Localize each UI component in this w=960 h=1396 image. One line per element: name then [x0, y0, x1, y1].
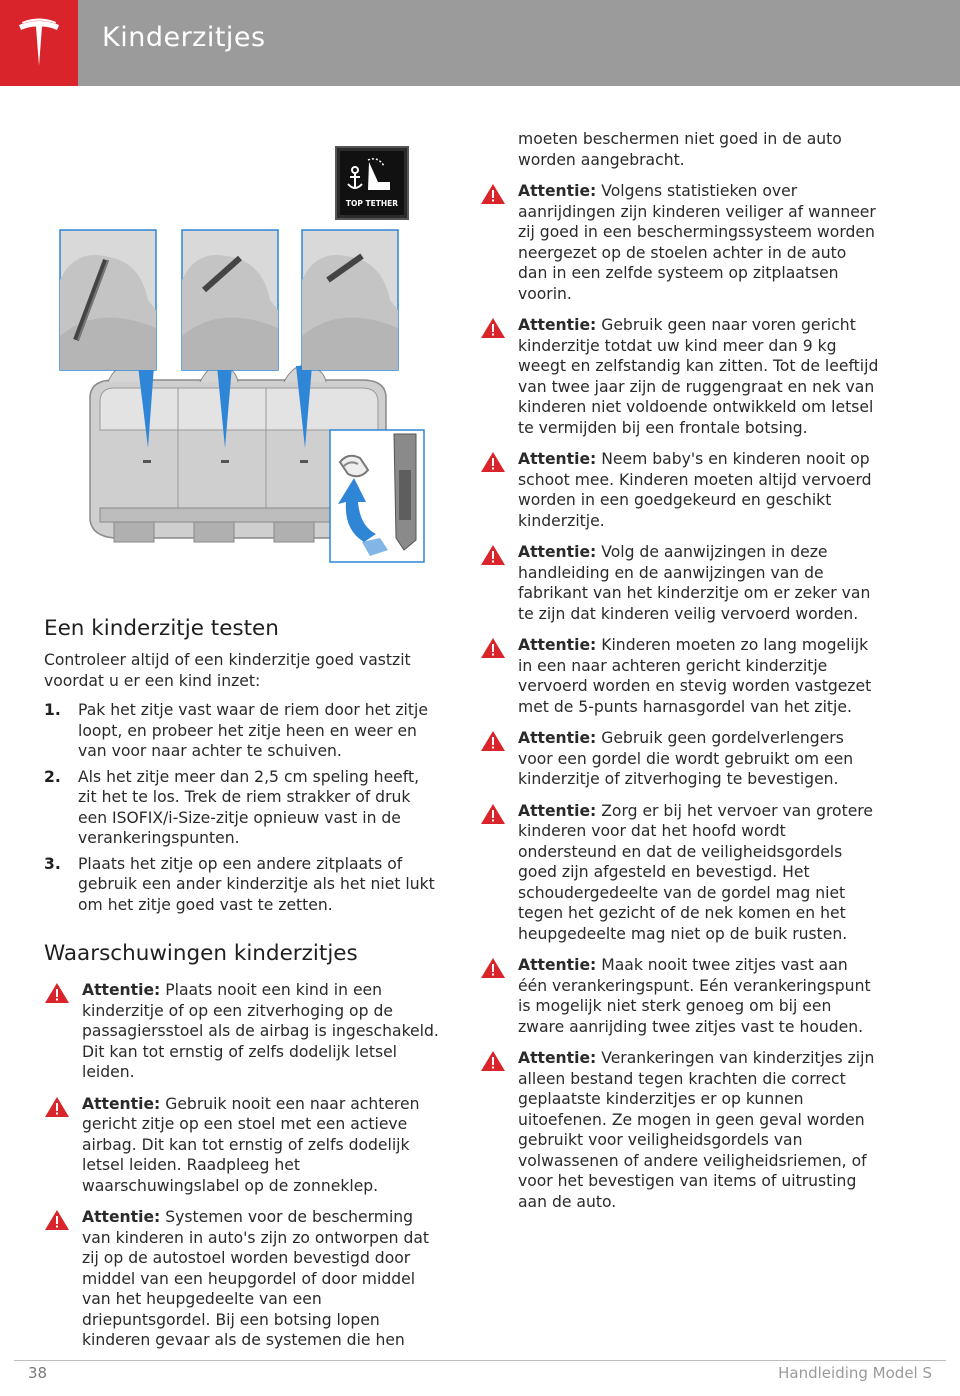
warning-text: Zorg er bij het vervoer van grotere kinderen voor dat het hoofd wordt ondersteund en dat de veiligheidsgordels goed zijn afgesteld en bevestigd. Het schoudergedeelte van de gordel mag niet tegen het gezicht of de nek komen en het heupgedeelte mag niet op de buik rusten. [518, 801, 873, 943]
warning-triangle-icon [44, 980, 82, 1083]
warning-text: Plaats nooit een kind in een kinderzitje of op een zitverhoging op de passagiersstoel als de airbag is ingeschakeld. Dit kan tot ernstig of zelfs dodelijk letsel leiden. [82, 981, 439, 1081]
step-text: Pak het zitje vast waar de riem door het zitje loopt, en probeer het zitje heen en weer en van voor naar achter te schuiven. [78, 701, 428, 760]
warning-text: Systemen voor de bescherming van kinderen in auto's zijn zo ontworpen dat zij op de autostoel worden bevestigd door middel van een heupgordel of door middel van het heupgedeelte van een driepuntsgordel. Bij een botsing lopen kinderen gevaar als de systemen die hen [82, 1208, 430, 1349]
warning-continuation: moeten beschermen niet goed in de auto worden aangebracht. [518, 130, 842, 169]
badge-label: TOP TETHER [345, 199, 399, 208]
page-number: 38 [28, 1364, 48, 1382]
warning-triangle-icon [480, 315, 518, 438]
tesla-logo-icon [16, 18, 62, 68]
step-text: Plaats het zitje op een andere zitplaats of gebruik een ander kinderzitje als het niet lukt om het zitje goed vast te zetten. [78, 854, 435, 914]
warning-triangle-icon [480, 635, 518, 717]
warning-item [44, 1094, 439, 1197]
warning-item [480, 449, 880, 531]
warning-triangle-icon [480, 1048, 518, 1212]
warning-item [44, 980, 439, 1083]
warning-item [480, 955, 880, 1037]
step-number: 3. [44, 854, 61, 873]
warning-item [44, 1207, 439, 1351]
step-number: 2. [44, 767, 61, 786]
latch-detail-inset [330, 430, 424, 562]
warning-item [480, 181, 880, 304]
warning-triangle-icon [480, 801, 518, 945]
section-heading-test: Een kinderzitje testen [44, 616, 279, 641]
warning-text: Volgens statistieken over aanrijdingen zijn kinderen veiliger af wanneer zij goed in een beschermingssysteem worden neergezet op de stoelen achter in de auto dan in een zelfde systeem op zitplaatsen voorin. [518, 182, 876, 303]
warning-text: Gebruik nooit een naar achteren gericht zitje op een stoel met een actieve airbag. Dit kan tot ernstig of zelfs dodelijk letsel leiden. Raadpleeg het waarschuwingslabel op de zonneklep. [82, 1094, 420, 1195]
right-column [480, 129, 880, 1223]
warning-label: Attentie: [518, 636, 597, 654]
warnings-list-left [44, 980, 439, 1351]
warning-triangle-icon [44, 1207, 82, 1351]
warning-triangle-icon [480, 181, 518, 304]
warning-label: Attentie: [518, 956, 597, 974]
warning-item [480, 801, 880, 945]
warning-label: Attentie: [82, 1094, 161, 1113]
warning-label: Attentie: [518, 182, 597, 200]
warning-label: Attentie: [82, 1208, 161, 1226]
tether-detail-inset-left [60, 230, 156, 370]
warning-item [480, 728, 880, 790]
warning-text: Maak nooit twee zitjes vast aan één verankeringspunt. Eén verankeringspunt is mogelijk niet sterk genoeg om bij een zware aanrijding twee zitjes vast te houden. [518, 956, 871, 1036]
warning-label: Attentie: [518, 1049, 597, 1067]
warning-item [480, 1048, 880, 1212]
warning-text: Gebruik geen gordelverlengers voor een gordel die wordt gebruikt om een kinderzitje of zitverhoging te bevestigen. [518, 729, 854, 788]
warning-label: Attentie: [518, 316, 597, 334]
warning-item [480, 542, 880, 624]
warning-triangle-icon [480, 449, 518, 531]
warning-label: Attentie: [518, 729, 597, 747]
warning-triangle-icon [44, 1094, 82, 1197]
warning-triangle-icon [480, 955, 518, 1037]
list-item [44, 767, 439, 849]
warning-text: Volg de aanwijzingen in deze handleiding en de aanwijzingen van de fabrikant van het kinderzitje om er zeker van te zijn dat kinderen veilig vervoerd worden. [518, 543, 871, 623]
list-item [44, 854, 439, 916]
warning-text: Verankeringen van kinderzitjes zijn alleen bestand tegen krachten die correct geplaatste kinderzitjes er op kunnen uitoefenen. Ze mogen in geen geval worden gebruikt voor veiligheidsgordels van volwassenen of andere veiligheidsriemen, of voor het bevestigen van items of uitrusting aan de auto. [518, 1049, 875, 1211]
left-column [44, 130, 439, 1362]
warning-label: Attentie: [518, 543, 597, 561]
tether-detail-inset-right [302, 230, 398, 370]
footer-divider [14, 1360, 946, 1361]
manual-name: Handleiding Model S [778, 1364, 932, 1382]
section-heading-warnings: Waarschuwingen kinderzitjes [44, 941, 358, 966]
top-tether-illustration [44, 130, 439, 580]
brand-logo [0, 0, 78, 86]
step-text: Als het zitje meer dan 2,5 cm speling heeft, zit het te los. Trek de riem strakker of druk een ISOFIX/i-Size-zitje opnieuw vast in de verankeringspunten. [78, 767, 420, 847]
warning-text: Neem baby's en kinderen nooit op schoot mee. Kinderen moeten altijd vervoerd worden in een goedgekeurd en geschikt kinderzitje. [518, 450, 872, 530]
warning-label: Attentie: [518, 801, 597, 820]
warning-triangle-icon [480, 728, 518, 790]
test-steps-list [44, 700, 439, 915]
intro-text: Controleer altijd of een kinderzitje goed vastzit voordat u er een kind inzet: [44, 651, 411, 690]
warning-triangle-icon [480, 542, 518, 624]
warning-text: Kinderen moeten zo lang mogelijk in een naar achteren gericht kinderzitje vervoerd worden en stevig worden vastgezet met de 5-punts harnasgordel van het zitje. [518, 636, 872, 716]
warning-item [480, 315, 880, 438]
page-title: Kinderzitjes [102, 22, 266, 53]
warning-text: Gebruik geen naar voren gericht kinderzitje totdat uw kind meer dan 9 kg weegt en zelfstandig kan zitten. Tot de leeftijd van twee jaar zijn de ruggengraat en nek van kinderen niet voldoende ontwikkeld om letsel te vermijden bij een frontale botsing. [518, 316, 879, 437]
warning-item [480, 635, 880, 717]
rear-seat-diagram [44, 130, 439, 580]
page-header [0, 0, 960, 86]
warning-label: Attentie: [82, 981, 161, 999]
warning-label: Attentie: [518, 450, 597, 468]
step-number: 1. [44, 701, 61, 719]
list-item [44, 700, 439, 762]
tether-detail-inset-center [182, 230, 278, 370]
